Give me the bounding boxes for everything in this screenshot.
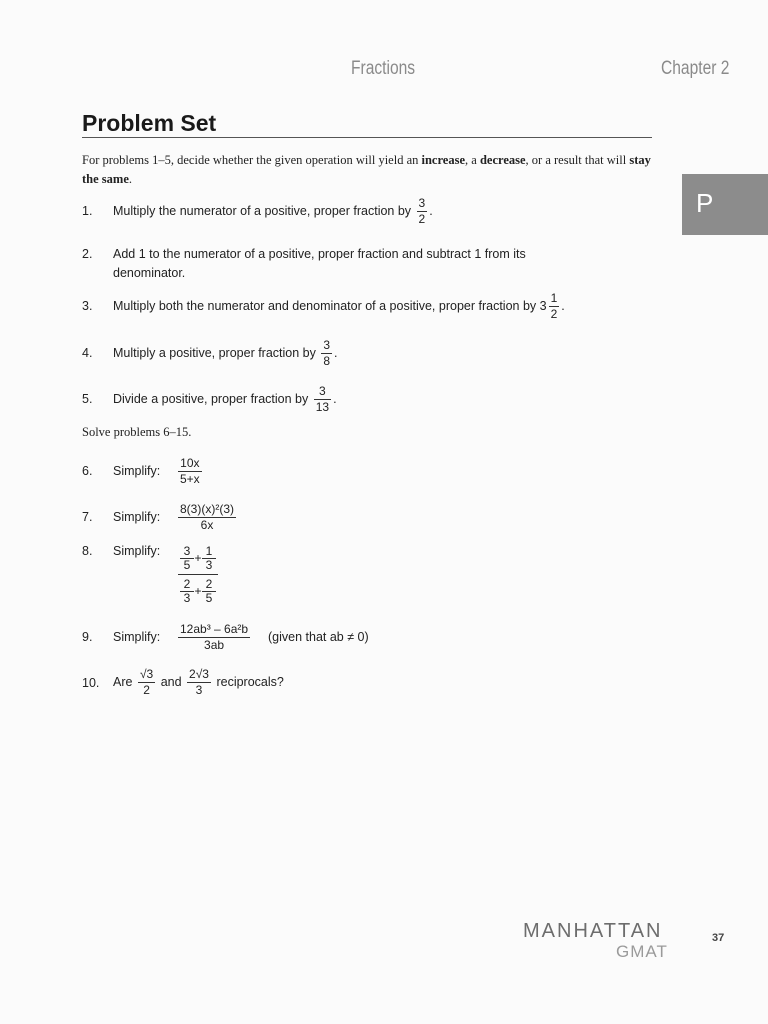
fraction xyxy=(180,578,194,605)
page-number: 37 xyxy=(712,932,725,944)
problem-end: . xyxy=(334,345,338,360)
fraction-numerator: 2 xyxy=(205,576,213,591)
section-tab xyxy=(682,174,768,235)
fraction-numerator: 1 xyxy=(550,291,558,305)
problem-text: Multiply both the numerator and denominator of a positive, proper fraction by 3 xyxy=(113,298,547,313)
fraction-denominator: 8 xyxy=(323,354,331,368)
problem-number: 7. xyxy=(82,510,93,524)
fraction-denominator: 2 xyxy=(550,307,558,321)
fraction xyxy=(549,291,560,322)
fraction-denominator: 3 xyxy=(202,558,216,572)
complex-bottom xyxy=(178,577,218,605)
fraction-numerator: 2 xyxy=(183,576,191,591)
fraction-denominator: 3ab xyxy=(178,637,250,653)
fraction xyxy=(202,578,216,605)
complex-top xyxy=(178,544,218,572)
problem-number: 2. xyxy=(82,247,93,261)
problem-number: 6. xyxy=(82,464,93,478)
fraction-denominator: 5 xyxy=(202,591,216,605)
fraction-denominator: 2 xyxy=(138,682,155,698)
fraction xyxy=(178,502,236,533)
fraction-denominator: 13 xyxy=(315,400,330,414)
problem-end: . xyxy=(429,203,433,218)
intro-bold-same: stay the same xyxy=(82,153,651,186)
problem-text: Multiply the numerator of a positive, proper fraction by xyxy=(113,203,412,218)
are-text: Are xyxy=(113,674,133,689)
problem-condition: (given that ab ≠ 0) xyxy=(268,630,369,644)
complex-fraction xyxy=(178,544,218,605)
fraction-denominator: 5 xyxy=(180,558,194,572)
fraction-denominator: 3 xyxy=(180,591,194,605)
fraction-denominator: 6x xyxy=(178,517,236,533)
intro-bold-decrease: decrease xyxy=(479,153,526,167)
fraction-numerator: √3 xyxy=(139,667,154,681)
problem-end: . xyxy=(561,298,565,313)
plus-sign: + xyxy=(194,551,202,565)
fraction-numerator: 12ab³ – 6a²b xyxy=(180,622,249,636)
problem-number: 1. xyxy=(82,204,93,218)
fraction xyxy=(187,667,211,698)
fraction-numerator: 8(3)(x)²(3) xyxy=(180,502,234,516)
fraction-numerator: 3 xyxy=(183,543,191,558)
simplify-label: Simplify: xyxy=(113,544,161,558)
running-header-chapter: Chapter 2 xyxy=(661,58,730,79)
fraction-numerator: 1 xyxy=(205,543,213,558)
problem-text: Multiply a positive, proper fraction by xyxy=(113,345,316,360)
problem-number: 5. xyxy=(82,392,93,406)
simplify-label: Simplify: xyxy=(113,630,161,644)
plus-sign: + xyxy=(194,584,202,598)
publisher-logo-top: MANHATTAN xyxy=(523,920,663,942)
fraction-numerator: 2√3 xyxy=(189,667,209,681)
fraction xyxy=(417,196,428,227)
problem-end: . xyxy=(333,391,337,406)
fraction-denominator: 2 xyxy=(418,212,426,226)
problem-number: 8. xyxy=(82,544,93,558)
problem-number: 3. xyxy=(82,299,93,313)
fraction xyxy=(314,384,331,415)
publisher-logo-bottom: GMAT xyxy=(616,942,668,961)
page-title: Problem Set xyxy=(82,110,217,136)
problem-number: 4. xyxy=(82,346,93,360)
intro-text-2: , a xyxy=(465,153,480,167)
intro-text-3: , or a result that will xyxy=(525,153,630,167)
fraction xyxy=(202,545,216,572)
fraction-numerator: 3 xyxy=(418,196,426,210)
fraction-numerator: 3 xyxy=(319,384,326,398)
problem-text: Divide a positive, proper fraction by xyxy=(113,391,309,406)
intro-bold-increase: increase xyxy=(421,153,466,167)
fraction xyxy=(180,545,194,572)
fraction-numerator: 10x xyxy=(180,456,200,470)
and-text: and xyxy=(160,674,182,689)
instructions-intro xyxy=(82,151,656,189)
running-header-section: Fractions xyxy=(351,58,416,79)
fraction-denominator: 3 xyxy=(187,682,211,698)
intro-text-1: For problems 1–5, decide whether the given operation will yield an xyxy=(82,153,422,167)
fraction-denominator: 5+x xyxy=(180,472,200,486)
fraction xyxy=(178,622,250,653)
problem-number: 10. xyxy=(82,676,100,690)
fraction-numerator: 3 xyxy=(323,338,331,352)
fraction xyxy=(138,667,155,698)
simplify-label: Simplify: xyxy=(113,464,161,478)
intro-text-4: . xyxy=(128,172,132,186)
section-tab-letter: P xyxy=(696,188,714,218)
simplify-label: Simplify: xyxy=(113,510,161,524)
fraction xyxy=(321,338,332,369)
main-fraction-bar xyxy=(178,574,218,575)
problem-text-line2: denominator. xyxy=(113,266,186,280)
problem-text-line1: Add 1 to the numerator of a positive, proper fraction and subtract 1 from its xyxy=(113,247,526,261)
fraction xyxy=(178,456,202,487)
title-rule xyxy=(82,137,652,138)
reciprocals-text: reciprocals? xyxy=(216,674,284,689)
solve-instruction: Solve problems 6–15. xyxy=(82,425,192,439)
problem-number: 9. xyxy=(82,630,93,644)
